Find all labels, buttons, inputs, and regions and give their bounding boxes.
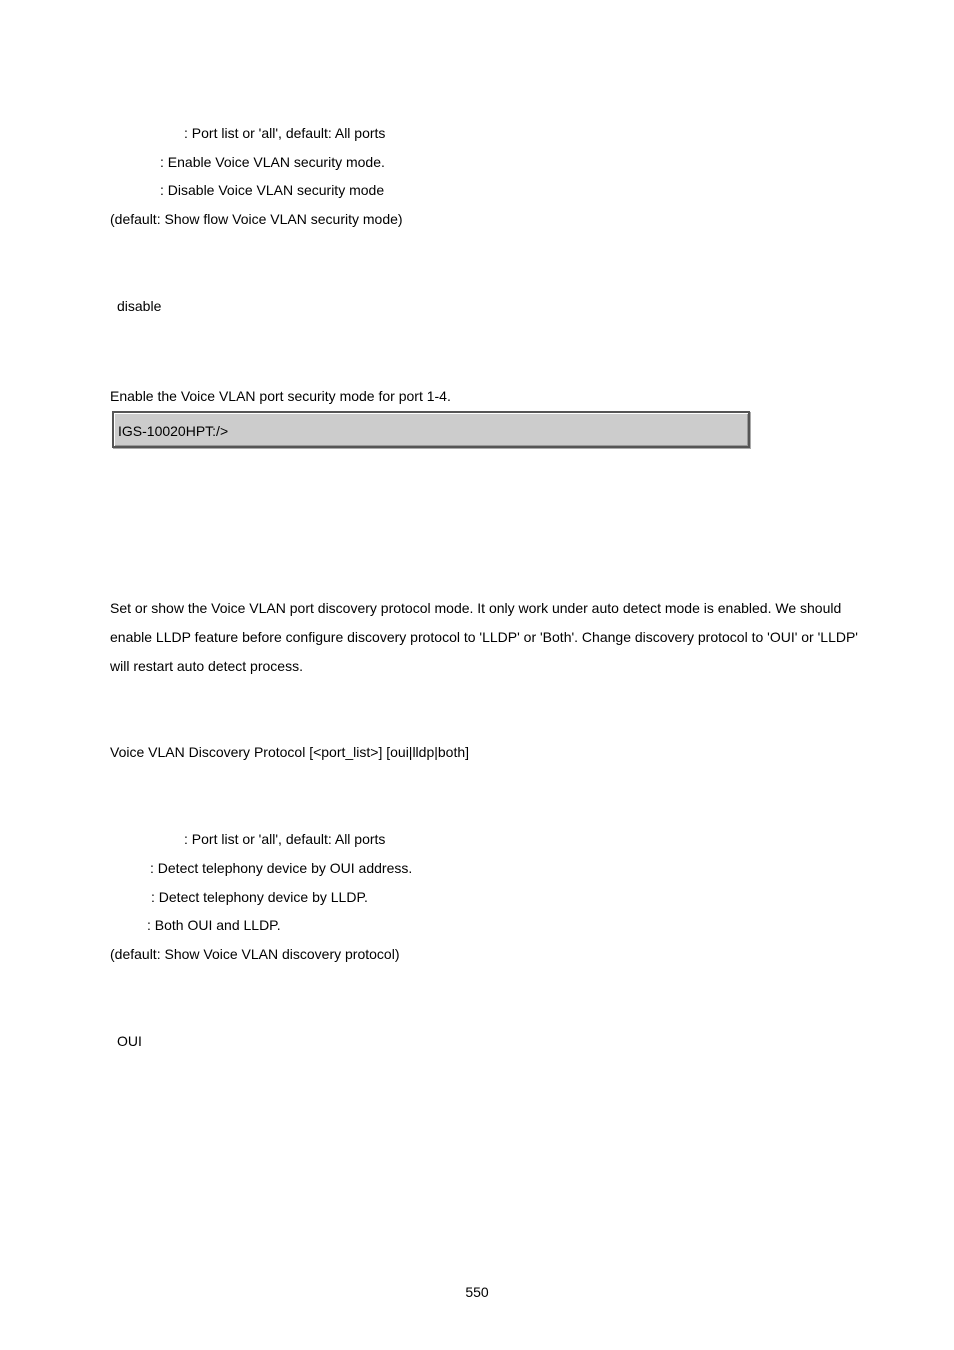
param-enable: : Enable Voice VLAN security mode.	[160, 154, 385, 170]
param-default-note: (default: Show Voice VLAN discovery protocol)	[110, 946, 400, 962]
description-line-2: enable LLDP feature before configure discovery protocol to 'LLDP' or 'Both'. Change discovery protocol to 'OUI' or 'LLDP'	[110, 629, 858, 645]
description-line-1: Set or show the Voice VLAN port discovery protocol mode. It only work under auto detect mode is enabled. We should	[110, 600, 842, 616]
command-example-box	[112, 411, 750, 448]
page-number: 550	[465, 1284, 489, 1300]
default-value: OUI	[117, 1033, 142, 1049]
command-prompt: IGS-10020HPT:/>	[118, 423, 229, 439]
default-value: disable	[117, 298, 162, 314]
description-line-3: will restart auto detect process.	[110, 658, 303, 674]
param-default-note: (default: Show flow Voice VLAN security mode)	[110, 211, 403, 227]
param-both: : Both OUI and LLDP.	[147, 917, 281, 933]
param-disable: : Disable Voice VLAN security mode	[160, 182, 385, 198]
example-description: Enable the Voice VLAN port security mode for port 1-4.	[110, 388, 451, 404]
param-port-list: : Port list or 'all', default: All ports	[184, 831, 386, 847]
param-port-list: : Port list or 'all', default: All ports	[184, 125, 386, 141]
syntax-line: Voice VLAN Discovery Protocol [<port_list>] [oui|lldp|both]	[110, 744, 470, 760]
param-lldp: : Detect telephony device by LLDP.	[151, 889, 368, 905]
param-oui: : Detect telephony device by OUI address.	[150, 860, 413, 876]
